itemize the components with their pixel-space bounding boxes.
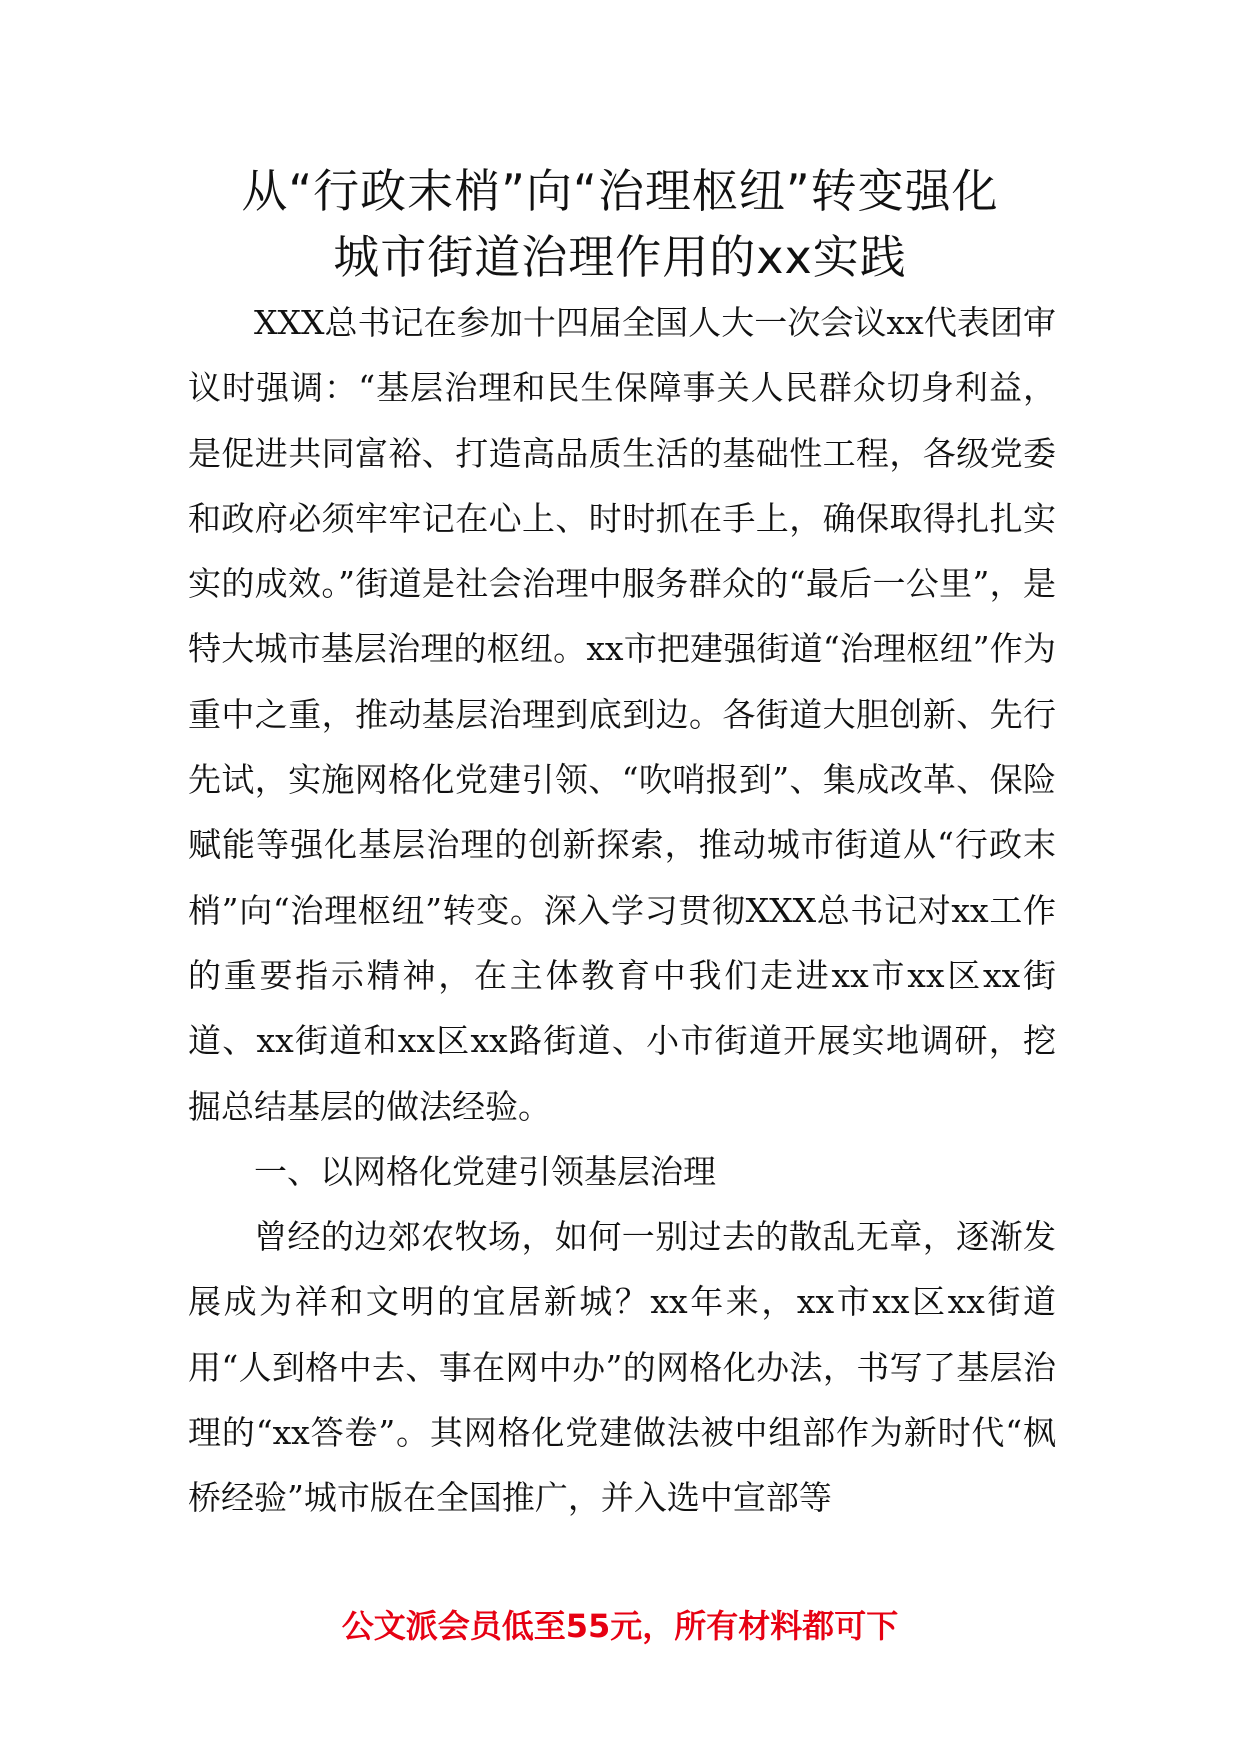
title-line-1: 从“行政末梢”向“治理枢纽”转变强化 [241,164,999,218]
document-title [170,158,1070,290]
intro-paragraph: XXX总书记在参加十四届全国人大一次会议xx代表团审议时强调：“基层治理和民生保障事关人民群众切身利益，是促进共同富裕、打造高品质生活的基础性工程，各级党委和政府必须牢牢记在心上、时时抓在手上，确保取得扎扎实实的成效。”街道是社会治理中服务群众的“最后一公里”，是特大城市基层治理的枢纽。xx市把建强街道“治理枢纽”作为重中之重，推动基层治理到底到边。各街道大胆创新、先行先试，实施网格化党建引领、“吹哨报到”、集成改革、保险赋能等强化基层治理的创新探索，推动城市街道从“行政末梢”向“治理枢纽”转变。深入学习贯彻XXX总书记对xx工作的重要指示精神，在主体教育中我们走进xx市xx区xx街道、xx街道和xx区xx路街道、小市街道开展实地调研，挖掘总结基层的做法经验。 [188,303,1056,1126]
document-body [188,290,1056,1531]
title-line-2: 城市街道治理作用的xx实践 [333,230,907,284]
section-paragraph: 曾经的边郊农牧场，如何一别过去的散乱无章，逐渐发展成为祥和文明的宜居新城？xx年来，xx市xx区xx街道用“人到格中去、事在网中办”的网格化办法，书写了基层治理的“xx答卷”。其网格化党建做法被中组部作为新时代“枫桥经验”城市版在全国推广，并入选中宣部等 [188,1217,1056,1518]
promo-footer: 公文派会员低至55元，所有材料都可下 [341,1607,899,1645]
section-heading: 一、以网格化党建引领基层治理 [254,1151,716,1191]
